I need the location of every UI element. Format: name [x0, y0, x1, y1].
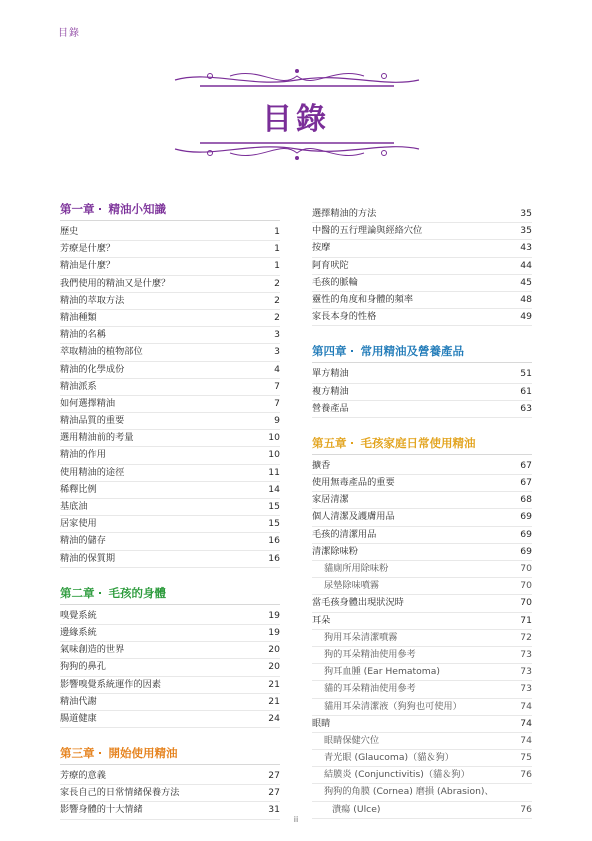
entry-title: 擴香	[312, 459, 331, 471]
entry-title: 影響身體的十大情緒	[60, 804, 143, 816]
entry-page: 68	[520, 494, 532, 506]
entry-page: 51	[520, 368, 532, 380]
entry-page: 35	[520, 225, 532, 237]
chapter-title: 毛孩家庭日常使用精油	[360, 435, 476, 450]
toc-entry	[312, 509, 532, 526]
entry-page: 74	[520, 700, 532, 712]
entry-page: 63	[520, 402, 532, 414]
entry-page: 73	[520, 683, 532, 695]
entry-title: 狗用耳朵清潔噴霧	[324, 631, 398, 643]
toc-entry	[60, 711, 280, 728]
entry-title: 腸道健康	[60, 712, 97, 724]
chapter-number: 第一章	[60, 202, 95, 216]
toc-entry	[60, 379, 280, 396]
entry-title: 精油派系	[60, 380, 97, 392]
entry-title: 複方精油	[312, 385, 349, 397]
toc-entry	[60, 533, 280, 550]
entry-title: 狗的耳朵精油使用參考	[324, 648, 416, 660]
entry-page: 74	[520, 734, 532, 746]
entry-title: 眼睛保健穴位	[324, 734, 380, 746]
chapter-4-entries	[312, 366, 532, 418]
entry-page: 73	[520, 648, 532, 660]
chapter-1-entries	[60, 224, 280, 568]
toc-entry	[312, 366, 532, 383]
entry-page: 27	[268, 770, 280, 782]
entry-page: 20	[268, 661, 280, 673]
toc-entry	[60, 625, 280, 642]
toc-entry	[312, 401, 532, 418]
entry-title: 精油品質的重要	[60, 415, 125, 427]
entry-title: 芳療的意義	[60, 770, 106, 782]
chapter-title: 開始使用精油	[108, 746, 178, 761]
toc-entry	[60, 430, 280, 447]
entry-page: 76	[520, 803, 532, 815]
chapter-2-entries	[60, 608, 280, 728]
chapter-5-heading	[312, 436, 532, 455]
toc-entry	[312, 527, 532, 544]
chapter-title: 常用精油及營養產品	[360, 344, 464, 359]
toc-entry	[312, 544, 532, 561]
chapter-number: 第二章	[60, 585, 95, 600]
toc-entry	[60, 224, 280, 241]
toc-entry	[312, 699, 532, 716]
entry-title: 選用精油前的考量	[60, 432, 134, 444]
entry-title: 精油的化學成份	[60, 363, 125, 375]
entry-page: 15	[268, 518, 280, 530]
entry-page: 44	[520, 259, 532, 271]
entry-page: 24	[268, 712, 280, 724]
entry-title: 毛孩的清潔用品	[312, 528, 377, 540]
toc-entry	[60, 344, 280, 361]
entry-title: 家長本身的性格	[312, 311, 377, 323]
chapter-1-heading	[60, 202, 280, 221]
toc-entry	[312, 475, 532, 492]
toc-entry	[312, 561, 532, 578]
entry-page	[516, 784, 532, 800]
running-head: 目錄	[58, 28, 80, 39]
entry-page: 3	[274, 346, 280, 358]
entry-title: 精油代謝	[60, 695, 97, 707]
entry-title: 精油的儲存	[60, 535, 106, 547]
toc-entry	[60, 677, 280, 694]
entry-page: 69	[520, 511, 532, 523]
toc-entry	[60, 516, 280, 533]
entry-page: 7	[274, 380, 280, 392]
toc-entry	[60, 551, 280, 568]
toc-entry	[312, 458, 532, 475]
entry-page: 76	[520, 769, 532, 781]
toc-entry	[312, 630, 532, 647]
entry-title: 貓廁所用除味粉	[324, 563, 389, 574]
chapter-number: 第四章	[312, 344, 347, 359]
toc-entry	[312, 613, 532, 630]
toc-entry	[60, 413, 280, 430]
toc-entry	[312, 578, 532, 595]
entry-page: 69	[520, 528, 532, 540]
entry-title: 選擇精油的方法	[312, 208, 377, 219]
toc-entry	[312, 750, 532, 767]
entry-title: 邊緣系統	[60, 626, 97, 638]
entry-page: 7	[274, 397, 280, 409]
entry-title: 使用精油的途徑	[60, 466, 125, 478]
entry-page: 14	[268, 483, 280, 495]
toc-entry	[60, 465, 280, 482]
entry-title: 影響嗅覺系統運作的因素	[60, 678, 162, 690]
entry-title: 萃取精油的植物部位	[60, 346, 143, 358]
entry-title: 嗅覺系統	[60, 609, 97, 621]
entry-title: 精油的萃取方法	[60, 294, 125, 306]
entry-title: 歷史	[60, 226, 79, 237]
entry-page: 21	[268, 678, 280, 690]
entry-page: 73	[520, 666, 532, 678]
toc-entry	[60, 482, 280, 499]
entry-page: 67	[520, 459, 532, 471]
chapter-4-heading	[312, 344, 532, 363]
entry-page: 10	[268, 432, 280, 444]
entry-title: 家長自己的日常情緒保養方法	[60, 787, 180, 799]
page-title: 目錄	[262, 102, 330, 137]
toc-entry	[312, 784, 532, 801]
entry-title: 稀釋比例	[60, 483, 97, 495]
toc-entry	[60, 310, 280, 327]
entry-page: 19	[268, 609, 280, 621]
entry-title: 精油的保質期	[60, 552, 116, 564]
entry-title: 個人清潔及護膚用品	[312, 511, 395, 523]
toc-entry	[312, 309, 532, 326]
entry-page: 45	[520, 276, 532, 288]
entry-page: 69	[520, 545, 532, 557]
toc-entry	[312, 258, 532, 275]
entry-page: 16	[268, 552, 280, 564]
toc-entry	[60, 659, 280, 676]
entry-page: 9	[274, 415, 280, 427]
entry-title: 尿墊除味噴霧	[324, 580, 380, 592]
chapter-number: 第三章	[60, 746, 95, 761]
entry-page: 74	[520, 717, 532, 729]
page-number: ii	[293, 815, 299, 824]
entry-title: 青光眼 (Glaucoma)（貓＆狗）	[324, 752, 454, 764]
entry-page: 67	[520, 477, 532, 489]
entry-page: 70	[520, 563, 532, 574]
toc-entry	[60, 642, 280, 659]
entry-title: 清潔除味粉	[312, 545, 358, 557]
entry-page: 43	[520, 242, 532, 254]
entry-page: 49	[520, 311, 532, 323]
toc-entry	[312, 223, 532, 240]
entry-page: 31	[268, 804, 280, 816]
toc-entry	[312, 595, 532, 612]
entry-title: 精油種類	[60, 311, 97, 323]
entry-title: 使用無毒產品的重要	[312, 477, 395, 489]
entry-title: 貓用耳朵清潔液（狗狗也可使用）	[324, 700, 462, 712]
toc-entry	[60, 785, 280, 802]
toc-entry	[60, 499, 280, 516]
entry-page: 21	[268, 695, 280, 707]
toc-entry	[312, 384, 532, 401]
chapter-title: 精油小知識	[108, 202, 166, 216]
toc-entry	[312, 292, 532, 309]
entry-title: 精油的作用	[60, 449, 106, 461]
toc-entry	[60, 362, 280, 379]
entry-title: 狗耳血腫 (Ear Hematoma)	[324, 666, 440, 678]
entry-title: 眼睛	[312, 717, 331, 729]
entry-page: 35	[520, 208, 532, 219]
toc-entry	[60, 327, 280, 344]
entry-page: 2	[274, 311, 280, 323]
chapter-3-continued-entries	[312, 206, 532, 326]
toc-entry	[312, 647, 532, 664]
toc-entry	[60, 608, 280, 625]
toc-entry	[312, 716, 532, 733]
entry-page: 70	[520, 580, 532, 592]
entry-page: 70	[520, 597, 532, 609]
entry-title: 貓的耳朵精油使用參考	[324, 683, 416, 695]
chapter-5-entries	[312, 458, 532, 819]
entry-page: 19	[268, 626, 280, 638]
entry-page: 48	[520, 293, 532, 305]
toc-entry	[60, 293, 280, 310]
entry-page: 3	[274, 329, 280, 341]
chapter-3-entries	[60, 768, 280, 820]
entry-page: 71	[520, 614, 532, 626]
entry-title: 當毛孩身體出現狀況時	[312, 597, 404, 609]
toc-entry	[60, 447, 280, 464]
toc-entry	[60, 768, 280, 785]
entry-title: 結膜炎 (Conjunctivitis)（貓＆狗）	[324, 769, 470, 781]
toc-entry	[312, 664, 532, 681]
entry-page: 10	[268, 449, 280, 461]
entry-title: 家居清潔	[312, 494, 349, 506]
toc-entry	[60, 258, 280, 275]
entry-title: 狗狗的角膜 (Cornea) 磨損 (Abrasion)、	[324, 786, 494, 798]
entry-title: 居家使用	[60, 518, 97, 530]
toc-entry	[60, 241, 280, 258]
chapter-3-heading	[60, 746, 280, 765]
toc-entry	[312, 206, 532, 223]
toc-entry	[60, 396, 280, 413]
entry-page: 15	[268, 501, 280, 512]
entry-page: 11	[268, 466, 280, 478]
toc-right-column	[312, 206, 532, 819]
toc-left-column	[60, 202, 280, 820]
toc-entry	[312, 275, 532, 292]
entry-page: 2	[274, 277, 280, 289]
entry-page: 16	[268, 535, 280, 547]
toc-entry	[312, 767, 532, 784]
entry-title: 毛孩的脈輪	[312, 276, 358, 288]
entry-title: 單方精油	[312, 368, 349, 380]
chapter-2-heading	[60, 586, 280, 605]
entry-page: 2	[274, 294, 280, 306]
entry-title: 耳朵	[312, 614, 331, 626]
toc-entry	[312, 681, 532, 698]
entry-title: 精油的名稱	[60, 329, 106, 341]
toc-entry	[312, 240, 532, 257]
entry-title: 如何選擇精油	[60, 397, 116, 409]
entry-page: 75	[520, 752, 532, 764]
entry-page: 4	[274, 363, 280, 375]
entry-page: 1	[274, 260, 280, 272]
entry-title: 營養產品	[312, 402, 349, 414]
toc-entry	[312, 492, 532, 509]
entry-page: 27	[268, 787, 280, 799]
ornament-top	[170, 66, 424, 90]
toc-entry	[60, 276, 280, 293]
entry-title: 芳療是什麼？	[60, 243, 116, 255]
toc-entry	[60, 694, 280, 711]
entry-title: 中醫的五行理論與經絡穴位	[312, 225, 423, 237]
entry-title: 基底油	[60, 501, 88, 512]
entry-title: 精油是什麼？	[60, 260, 116, 272]
entry-page: 20	[268, 644, 280, 656]
entry-page: 1	[274, 243, 280, 255]
entry-title: 按摩	[312, 242, 331, 254]
entry-title: 我們使用的精油又是什麼？	[60, 277, 171, 289]
entry-page: 61	[520, 385, 532, 397]
entry-title: 潰瘍 (Ulce)	[332, 803, 381, 815]
entry-title: 靈性的角度和身體的頻率	[312, 293, 414, 305]
chapter-number: 第五章	[312, 435, 347, 450]
ornament-bottom	[170, 139, 424, 163]
entry-page: 72	[520, 631, 532, 643]
chapter-title: 毛孩的身體	[108, 585, 166, 600]
entry-title: 阿育吠陀	[312, 259, 349, 271]
entry-title: 氣味創造的世界	[60, 644, 125, 656]
entry-page: 1	[274, 226, 280, 237]
entry-title: 狗狗的鼻孔	[60, 661, 106, 673]
toc-entry	[312, 733, 532, 750]
